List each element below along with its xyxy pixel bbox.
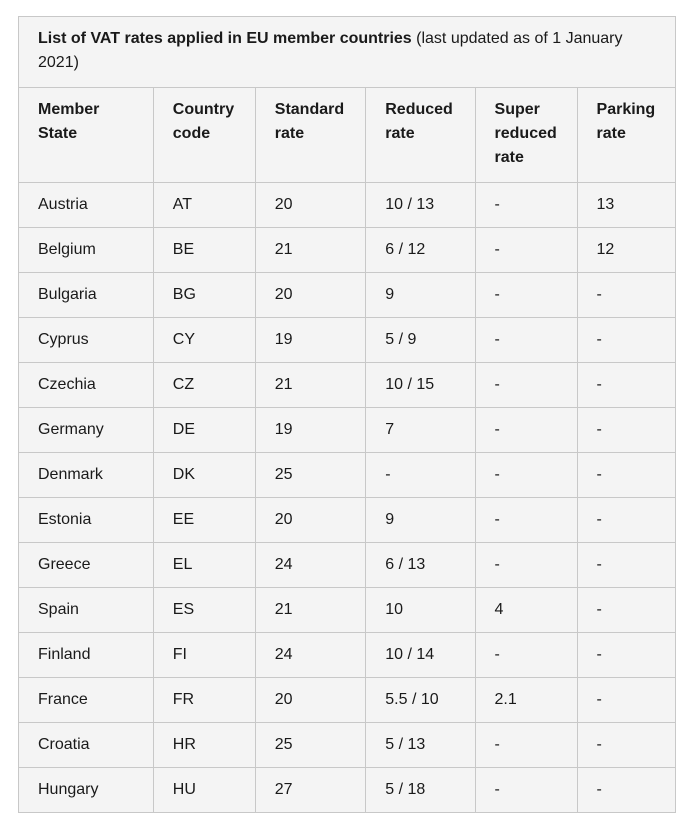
parking-rate-cell: - — [577, 588, 675, 633]
header-super-reduced-rate: Super reduced rate — [475, 88, 577, 183]
member-state-cell: Finland — [19, 633, 154, 678]
reduced-rate-cell: 6 / 12 — [366, 228, 475, 273]
country-code-cell: FI — [153, 633, 255, 678]
standard-rate-cell: 20 — [255, 273, 365, 318]
standard-rate-cell: 25 — [255, 723, 365, 768]
member-state-cell: Austria — [19, 183, 154, 228]
standard-rate-cell: 20 — [255, 678, 365, 723]
table-row — [19, 543, 676, 588]
table-row — [19, 408, 676, 453]
parking-rate-cell: - — [577, 768, 675, 813]
reduced-rate-cell: 7 — [366, 408, 475, 453]
super-reduced-rate-cell: - — [475, 363, 577, 408]
table-row — [19, 498, 676, 543]
member-state-cell: Greece — [19, 543, 154, 588]
standard-rate-cell: 19 — [255, 408, 365, 453]
country-code-cell: AT — [153, 183, 255, 228]
member-state-cell: France — [19, 678, 154, 723]
standard-rate-cell: 24 — [255, 543, 365, 588]
member-state-cell: Croatia — [19, 723, 154, 768]
country-code-cell: BG — [153, 273, 255, 318]
reduced-rate-cell: 9 — [366, 273, 475, 318]
parking-rate-cell: - — [577, 678, 675, 723]
super-reduced-rate-cell: - — [475, 318, 577, 363]
standard-rate-cell: 20 — [255, 498, 365, 543]
standard-rate-cell: 21 — [255, 363, 365, 408]
parking-rate-cell: - — [577, 363, 675, 408]
header-standard-rate: Standard rate — [255, 88, 365, 183]
standard-rate-cell: 24 — [255, 633, 365, 678]
standard-rate-cell: 19 — [255, 318, 365, 363]
reduced-rate-cell: 9 — [366, 498, 475, 543]
parking-rate-cell: - — [577, 453, 675, 498]
table-row — [19, 723, 676, 768]
member-state-cell: Denmark — [19, 453, 154, 498]
reduced-rate-cell: 5 / 18 — [366, 768, 475, 813]
super-reduced-rate-cell: - — [475, 183, 577, 228]
member-state-cell: Hungary — [19, 768, 154, 813]
country-code-cell: EE — [153, 498, 255, 543]
reduced-rate-cell: 6 / 13 — [366, 543, 475, 588]
country-code-cell: BE — [153, 228, 255, 273]
table-row — [19, 228, 676, 273]
standard-rate-cell: 25 — [255, 453, 365, 498]
parking-rate-cell: - — [577, 723, 675, 768]
reduced-rate-cell: - — [366, 453, 475, 498]
vat-rates-table — [18, 16, 676, 813]
table-row — [19, 633, 676, 678]
reduced-rate-cell: 10 / 14 — [366, 633, 475, 678]
country-code-cell: EL — [153, 543, 255, 588]
table-row — [19, 453, 676, 498]
standard-rate-cell: 27 — [255, 768, 365, 813]
super-reduced-rate-cell: - — [475, 768, 577, 813]
table-title-bold: List of VAT rates applied in EU member countries — [38, 30, 412, 47]
super-reduced-rate-cell: - — [475, 543, 577, 588]
standard-rate-cell: 20 — [255, 183, 365, 228]
header-row — [19, 88, 676, 183]
member-state-cell: Belgium — [19, 228, 154, 273]
parking-rate-cell: - — [577, 318, 675, 363]
table-row — [19, 768, 676, 813]
parking-rate-cell: - — [577, 633, 675, 678]
member-state-cell: Estonia — [19, 498, 154, 543]
header-reduced-rate: Reduced rate — [366, 88, 475, 183]
parking-rate-cell: 12 — [577, 228, 675, 273]
member-state-cell: Cyprus — [19, 318, 154, 363]
table-row — [19, 318, 676, 363]
member-state-cell: Spain — [19, 588, 154, 633]
country-code-cell: CZ — [153, 363, 255, 408]
super-reduced-rate-cell: - — [475, 408, 577, 453]
parking-rate-cell: - — [577, 498, 675, 543]
member-state-cell: Bulgaria — [19, 273, 154, 318]
standard-rate-cell: 21 — [255, 228, 365, 273]
reduced-rate-cell: 5 / 13 — [366, 723, 475, 768]
table-row — [19, 588, 676, 633]
reduced-rate-cell: 10 / 15 — [366, 363, 475, 408]
country-code-cell: HU — [153, 768, 255, 813]
header-parking-rate: Parking rate — [577, 88, 675, 183]
super-reduced-rate-cell: - — [475, 228, 577, 273]
table-title-row — [19, 17, 676, 88]
reduced-rate-cell: 5.5 / 10 — [366, 678, 475, 723]
member-state-cell: Germany — [19, 408, 154, 453]
standard-rate-cell: 21 — [255, 588, 365, 633]
country-code-cell: ES — [153, 588, 255, 633]
super-reduced-rate-cell: 4 — [475, 588, 577, 633]
country-code-cell: CY — [153, 318, 255, 363]
super-reduced-rate-cell: - — [475, 453, 577, 498]
country-code-cell: DE — [153, 408, 255, 453]
table-row — [19, 273, 676, 318]
super-reduced-rate-cell: 2.1 — [475, 678, 577, 723]
table-title — [19, 17, 676, 88]
country-code-cell: FR — [153, 678, 255, 723]
parking-rate-cell: - — [577, 273, 675, 318]
reduced-rate-cell: 10 / 13 — [366, 183, 475, 228]
reduced-rate-cell: 10 — [366, 588, 475, 633]
super-reduced-rate-cell: - — [475, 723, 577, 768]
reduced-rate-cell: 5 / 9 — [366, 318, 475, 363]
table-title-note: (last updated as of 1 January 2021) — [38, 30, 623, 71]
super-reduced-rate-cell: - — [475, 273, 577, 318]
member-state-cell: Czechia — [19, 363, 154, 408]
table-row — [19, 183, 676, 228]
header-country-code: Country code — [153, 88, 255, 183]
super-reduced-rate-cell: - — [475, 633, 577, 678]
parking-rate-cell: 13 — [577, 183, 675, 228]
table-row — [19, 678, 676, 723]
country-code-cell: DK — [153, 453, 255, 498]
header-member-state: Member State — [19, 88, 154, 183]
table-row — [19, 363, 676, 408]
super-reduced-rate-cell: - — [475, 498, 577, 543]
country-code-cell: HR — [153, 723, 255, 768]
parking-rate-cell: - — [577, 408, 675, 453]
parking-rate-cell: - — [577, 543, 675, 588]
